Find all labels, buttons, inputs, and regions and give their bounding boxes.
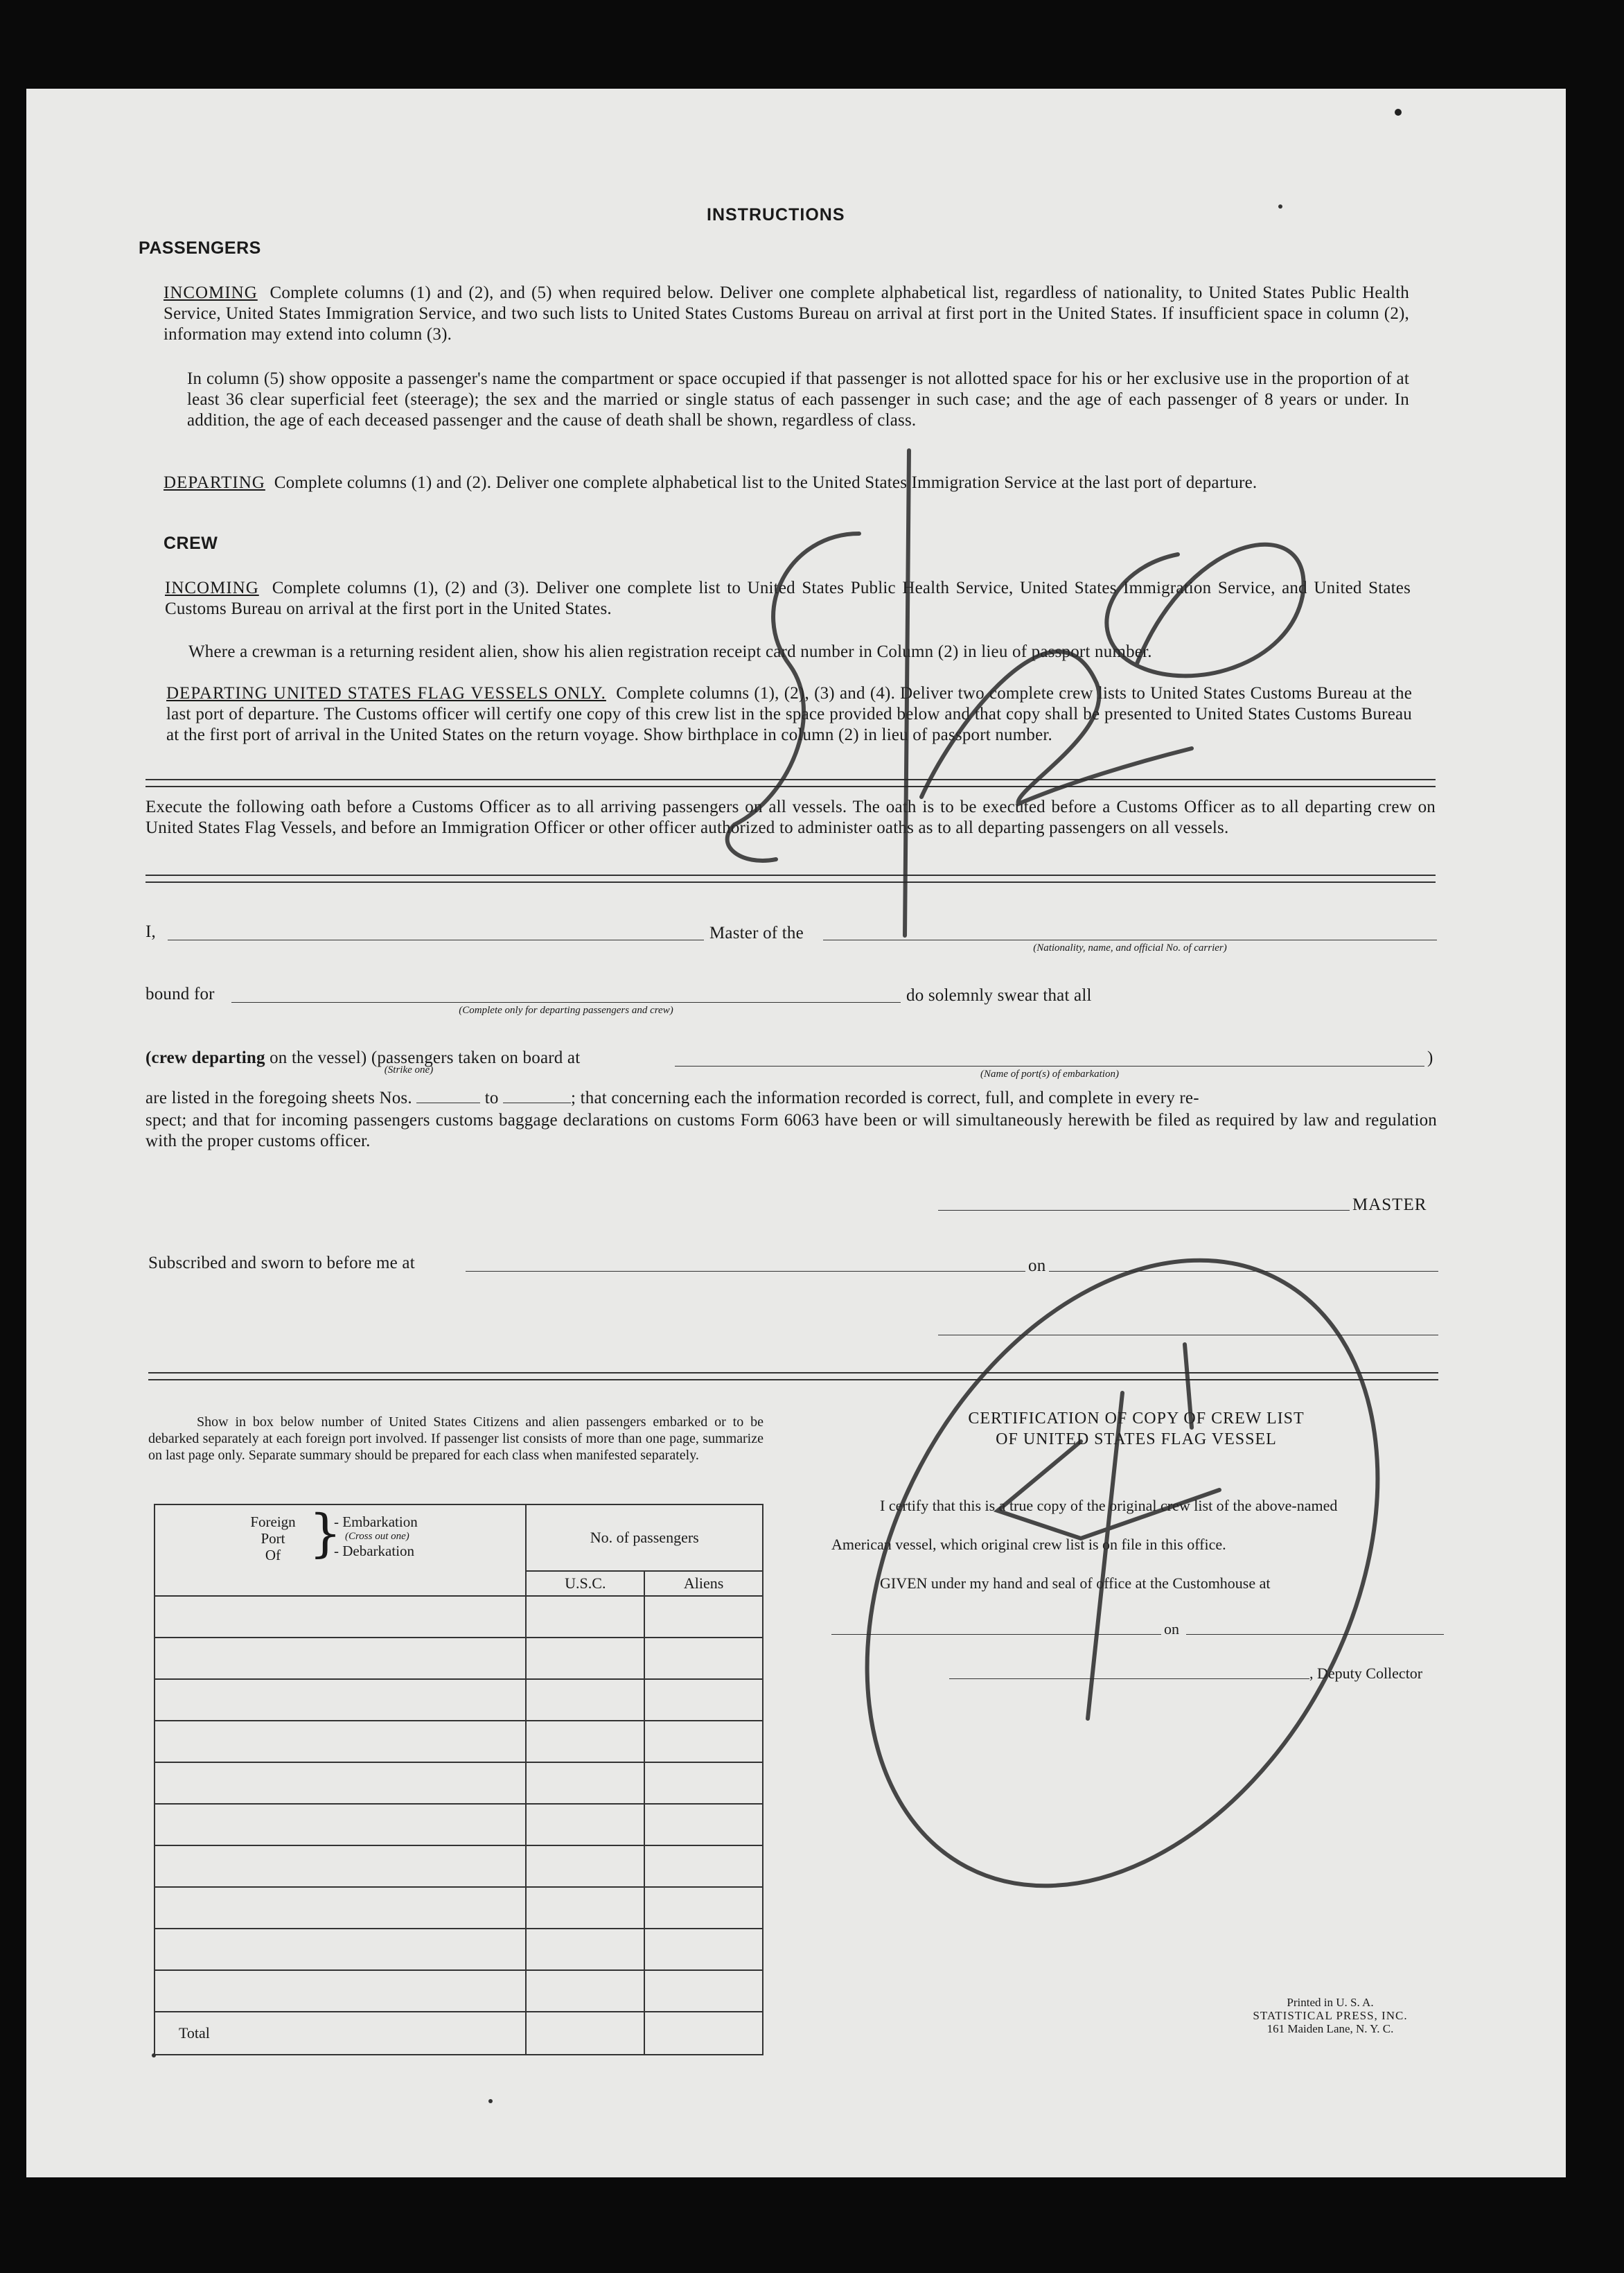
usc-cell[interactable] [526,1845,644,1887]
certification-title [831,1408,1441,1450]
passengers-taken-option[interactable]: (passengers taken on board at [371,1048,581,1067]
listed-to: to [484,1089,499,1107]
aliens-cell[interactable] [644,1721,763,1762]
aliens-cell[interactable] [644,1845,763,1887]
port-cell[interactable] [155,1721,526,1762]
bottom-divider [148,1372,1438,1374]
total-label: Total [155,2012,526,2055]
bound-for-field[interactable] [231,1002,901,1003]
crew-incoming-label: INCOMING [165,579,259,597]
listed-text: are listed in the foregoing sheets Nos. [145,1089,412,1107]
crew-incoming-text: Complete columns (1), (2) and (3). Deliver one complete list to United States Public Health Service, United States Immigration Service, and United States Customs Bureau on arrival at the first port in the United States. [165,579,1411,618]
port-cell[interactable] [155,1679,526,1721]
summary-row [155,1721,763,1762]
port-cell[interactable] [155,1929,526,1970]
passengers-incoming-text: Complete columns (1) and (2), and (5) when required below. Deliver one complete alphabetical list, regardless of nationality, to United States Public Health Service, United States Immigration Service, and two such lists to United States Customs Bureau on arrival at first port in the United States. If insufficient space in column (2), information may extend into column (3). [164,283,1409,344]
passenger-summary-table [154,1504,764,2055]
subscribed-place-field[interactable] [466,1271,1025,1272]
port-cell[interactable] [155,1638,526,1679]
port-cell[interactable] [155,1596,526,1638]
listed-continuation: spect; and that for incoming passengers customs baggage declarations on customs Form 6063 have been or will simultaneously herewith be filed as required by law and regulation with the proper customs officer. [145,1111,1437,1150]
aliens-cell[interactable] [644,1970,763,2012]
certification-title-line2: OF UNITED STATES FLAG VESSEL [996,1430,1277,1448]
master-label: MASTER [1352,1195,1427,1214]
deputy-collector-label: , Deputy Collector [1309,1665,1423,1682]
aliens-cell[interactable] [644,1929,763,1970]
cross-out-caption: (Cross out one) [345,1531,409,1542]
passengers-departing-label: DEPARTING [164,473,265,492]
crew-departing-label: DEPARTING UNITED STATES FLAG VESSELS ONLY. [166,684,606,703]
aliens-header: Aliens [644,1571,763,1596]
passengers-incoming-label: INCOMING [164,283,258,302]
crew-departing-option[interactable]: (crew departing [145,1048,265,1067]
embarkation-option[interactable]: - Embarkation [334,1513,418,1530]
sheets-line [145,1088,1437,1109]
aliens-cell[interactable] [644,1762,763,1804]
section-divider-top [145,779,1436,780]
of-label: Of [265,1547,281,1563]
summary-row [155,1638,763,1679]
bound-for-label: bound for [145,985,215,1003]
port-cell[interactable] [155,1762,526,1804]
summary-row [155,1762,763,1804]
usc-cell[interactable] [526,1762,644,1804]
certify-line-b: American vessel, which original crew list is on file in this office. [831,1536,1226,1553]
port-header-cell [155,1504,526,1596]
crew-incoming-paragraph [165,578,1411,620]
usc-header: U.S.C. [526,1571,644,1596]
close-paren: ) [1427,1048,1433,1067]
port-cell[interactable] [155,1845,526,1887]
port-cell[interactable] [155,1804,526,1845]
summary-row [155,1970,763,2012]
usc-cell[interactable] [526,1929,644,1970]
printer-imprint [1219,1996,1441,2035]
usc-cell[interactable] [526,1721,644,1762]
on-vessel-text: on the vessel) [270,1048,367,1067]
carrier-caption: (Nationality, name, and official No. of carrier) [1033,942,1227,954]
usc-cell[interactable] [526,1596,644,1638]
aliens-cell[interactable] [644,1887,763,1929]
summary-row [155,1845,763,1887]
no-of-passengers-header: No. of passengers [526,1504,763,1571]
certification-date-field[interactable] [1186,1634,1444,1635]
port-label: Port [261,1530,285,1547]
instructions-title: INSTRUCTIONS [707,205,845,225]
aliens-cell[interactable] [644,1638,763,1679]
oath-divider [145,875,1436,876]
given-line: GIVEN under my hand and seal of office at the Customhouse at [880,1574,1271,1592]
total-aliens-cell[interactable] [644,2012,763,2055]
passengers-departing-text: Complete columns (1) and (2). Deliver one complete alphabetical list to the United States Immigration Service at the last port of departure. [274,473,1257,492]
usc-cell[interactable] [526,1804,644,1845]
crew-heading: CREW [164,534,218,553]
aliens-cell[interactable] [644,1679,763,1721]
crew-departing-paragraph [166,683,1412,746]
usc-cell[interactable] [526,1679,644,1721]
subscribed-on-label: on [1028,1256,1046,1275]
passengers-heading: PASSENGERS [139,238,261,258]
swear-label: do solemnly swear that all [906,986,1092,1005]
passengers-incoming-paragraph [164,283,1409,345]
summary-row [155,1596,763,1638]
brace-glyph: } [309,1504,342,1563]
strike-one-caption: (Strike one) [384,1064,434,1076]
summary-row [155,1887,763,1929]
oath-intro: Execute the following oath before a Customs Officer as to all arriving passengers on all vessels. The oath is to be executed before a Customs Officer as to all departing crew on United States Flag Vessels, and before an Immigration Officer or other officer authorized to administer oaths as to all departing passengers on all vessels. [145,798,1436,837]
certification-title-line1: CERTIFICATION OF COPY OF CREW LIST [968,1410,1305,1428]
listed-text-b: ; that concerning each the information recorded is correct, full, and complete in every re- [571,1089,1199,1107]
bound-for-caption: (Complete only for departing passengers and crew) [459,1005,673,1016]
total-usc-cell[interactable] [526,2012,644,2055]
crew-returning-paragraph: Where a crewman is a returning resident alien, show his alien registration receipt card number in Column (2) in lieu of passport number. [188,642,1152,661]
bottom-divider-2 [148,1379,1438,1380]
embarkation-ports-caption: (Name of port(s) of embarkation) [980,1069,1119,1080]
printer-line2: STATISTICAL PRESS, INC. [1253,2009,1408,2022]
crew-departing-text: Complete columns (1), (2), (3) and (4). Deliver two complete crew lists to United States Customs Bureau at the last port of departure. The Customs officer will certify one copy of this crew list in the space provided below and that copy shall be presented to United States Customs Bureau at the first port of arrival in the United States on the return voyage. Show birthplace in column (2) in lieu of passport number. [166,684,1412,744]
summary-instruction: Show in box below number of United States Citizens and alien passengers embarked or to be debarked separately at each foreign port involved. If passenger list consists of more than one page, summarize on last page only. Separate summary should be prepared for each class when manifested separately. [148,1414,764,1463]
embarkation-ports-field[interactable] [675,1066,1424,1067]
summary-row [155,1929,763,1970]
printer-line3: 161 Maiden Lane, N. Y. C. [1266,2022,1394,2035]
foreign-label: Foreign [250,1513,296,1530]
certify-line-a: I certify that this is a true copy of the original crew list of the above-named [880,1497,1338,1514]
aliens-cell[interactable] [644,1804,763,1845]
port-cell[interactable] [155,1970,526,2012]
subscribed-date-field[interactable] [1049,1271,1438,1272]
master-of-label: Master of the [709,924,804,942]
summary-row [155,1804,763,1845]
debarkation-option[interactable]: - Debarkation [334,1543,415,1559]
deputy-collector-signature[interactable] [949,1678,1309,1679]
master-signature-field[interactable] [938,1210,1350,1211]
usc-cell[interactable] [526,1970,644,2012]
passengers-departing-paragraph [164,473,1409,493]
sheet-to-field[interactable] [503,1090,571,1103]
usc-cell[interactable] [526,1638,644,1679]
oath-divider-2 [145,881,1436,883]
usc-cell[interactable] [526,1887,644,1929]
passengers-column5-paragraph: In column (5) show opposite a passenger's name the compartment or space occupied if that passenger is not allotted space for his or her exclusive use in the proportion of at least 36 clear superficial feet (steerage); the sex and the married or single status of each passenger in such case; and the age of each passenger of 8 years or under. In addition, the age of each deceased passenger and the cause of death shall be shown, regardless of class. [187,369,1409,430]
printer-line1: Printed in U. S. A. [1287,1996,1374,2009]
certification-on-label: on [1164,1620,1179,1638]
subscribed-label: Subscribed and sworn to before me at [148,1254,415,1272]
section-divider-top-2 [145,786,1436,787]
oath-i-label: I, [145,922,156,941]
aliens-cell[interactable] [644,1596,763,1638]
summary-row [155,1679,763,1721]
customhouse-field[interactable] [831,1634,1161,1635]
sheet-from-field[interactable] [416,1090,480,1103]
port-cell[interactable] [155,1887,526,1929]
